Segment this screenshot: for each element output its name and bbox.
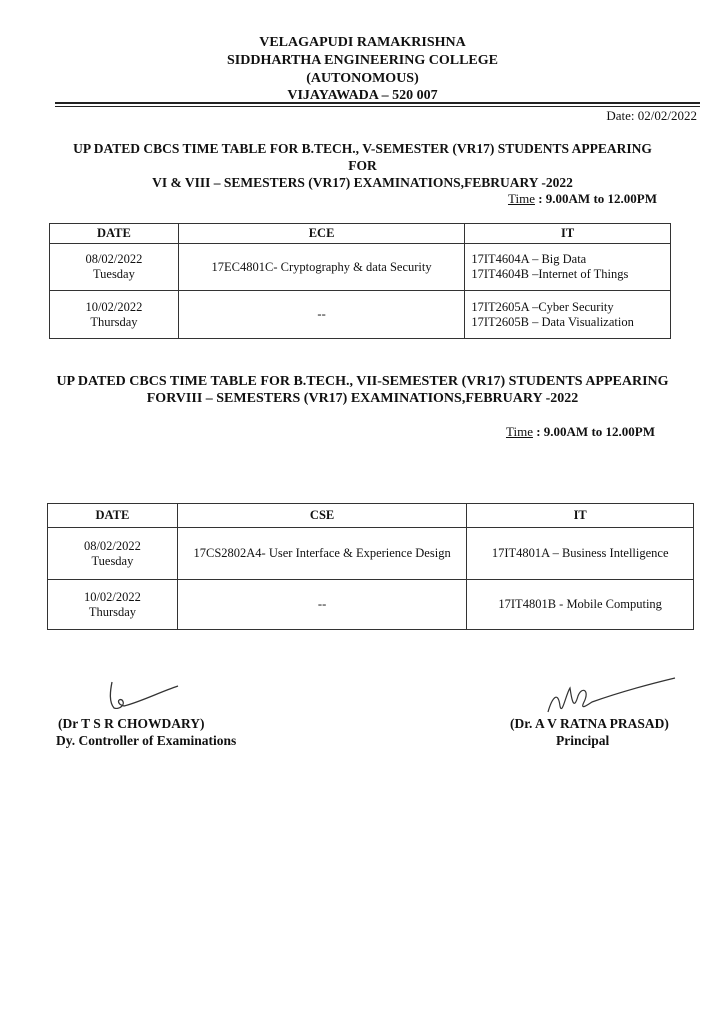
column-header-date: DATE [50,224,179,244]
section1-title-line1: UP DATED CBCS TIME TABLE FOR B.TECH., V-SEMESTER (VR17) STUDENTS APPEARING [73,141,652,156]
right-signatory-name: (Dr. A V RATNA PRASAD) [510,716,669,731]
section1-time [508,191,657,207]
column-header-it: IT [465,224,671,244]
column-header-cse: CSE [177,504,467,528]
it-subject: 17IT2605A –Cyber Security [471,299,614,314]
exam-day: Tuesday [91,553,134,568]
date-cell [50,291,179,339]
exam-day: Tuesday [92,267,135,281]
section2-time-value: : 9.00AM to 12.00PM [532,424,655,439]
left-signatory-name: (Dr T S R CHOWDARY) [58,716,205,731]
header-divider-thick [55,102,700,104]
left-signatory-title: Dy. Controller of Examinations [56,733,237,748]
section2-time-label: Time [505,424,533,439]
college-autonomous: (AUTONOMOUS) [306,71,419,86]
it-subject: 17IT4801B - Mobile Computing [467,580,694,630]
table-row [48,528,694,580]
table-header-row [48,504,694,528]
date-cell [50,244,179,291]
header-divider-thin [55,106,700,107]
section1-time-label: Time [507,191,535,206]
cse-subject: -- [177,580,467,630]
document-date: Date: 02/02/2022 [606,108,697,123]
section1-title-line3: VI & VIII – SEMESTERS (VR17) EXAMINATIONS,FEBRUARY -2022 [152,175,573,190]
date-cell [48,580,178,630]
table-row [48,580,694,630]
exam-date: 08/02/2022 [83,538,141,553]
right-signatory-title: Principal [556,733,610,748]
it-subjects-cell [465,291,671,339]
it-subject: 17IT4604A – Big Data [471,252,587,266]
college-name-line1: VELAGAPUDI RAMAKRISHNA [259,35,466,50]
exam-date: 10/02/2022 [85,299,143,314]
column-header-ece: ECE [178,224,464,244]
it-subject: 17IT4801A – Business Intelligence [467,528,694,580]
cse-subject: 17CS2802A4- User Interface & Experience Design [177,528,467,580]
column-header-date: DATE [48,504,178,528]
exam-date: 10/02/2022 [83,589,141,604]
college-name-line2: SIDDHARTHA ENGINEERING COLLEGE [226,53,498,68]
section2-timetable [47,503,694,630]
exam-day: Thursday [90,314,138,329]
section2-time [506,424,655,440]
column-header-it: IT [467,504,694,528]
table-row [50,291,671,339]
it-subject: 17IT2605B – Data Visualization [471,314,634,329]
college-address: VIJAYAWADA – 520 007 [287,88,438,103]
ece-subject: 17EC4801C- Cryptography & data Security [178,244,464,291]
date-cell [48,528,178,580]
exam-date: 08/02/2022 [85,252,143,266]
section1-timetable [49,223,671,339]
table-row [50,244,671,291]
section1-time-value: : 9.00AM to 12.00PM [534,191,657,206]
exam-day: Thursday [88,604,137,619]
it-subjects-cell [465,244,671,291]
section1-title-line2: FOR [348,158,377,173]
section2-title-line1: UP DATED CBCS TIME TABLE FOR B.TECH., VII-SEMESTER (VR17) STUDENTS APPEARING [56,374,669,389]
section2-title-line2: FORVIII – SEMESTERS (VR17) EXAMINATIONS,FEBRUARY -2022 [146,391,579,406]
it-subject: 17IT4604B –Internet of Things [471,267,629,281]
table-header-row [50,224,671,244]
ece-subject: -- [178,291,464,339]
